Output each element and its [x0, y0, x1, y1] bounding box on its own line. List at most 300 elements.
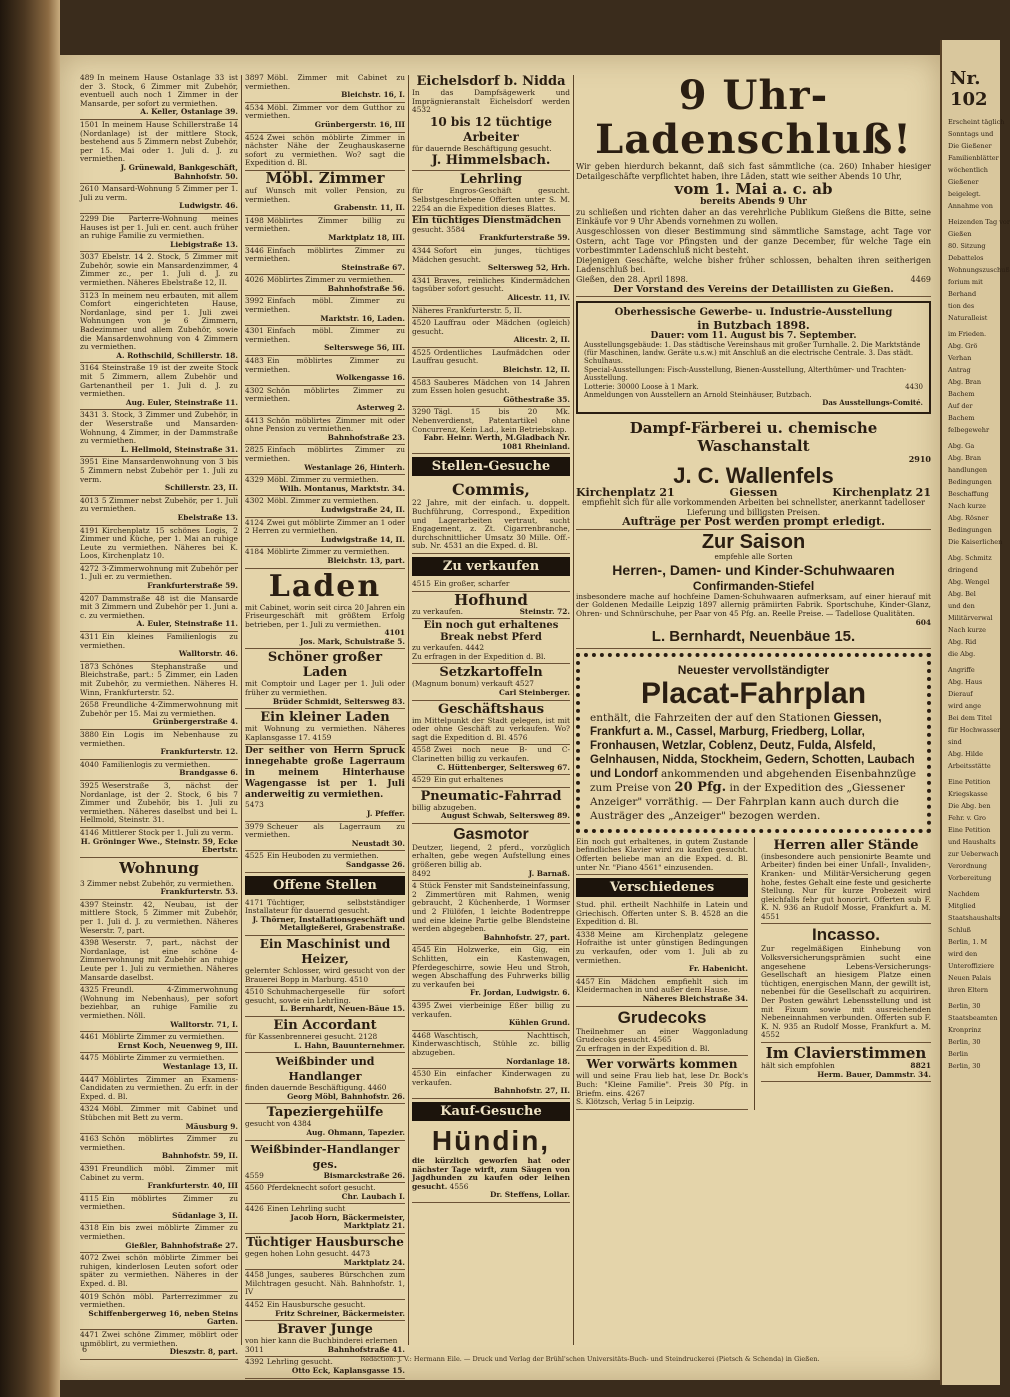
column-1	[80, 73, 238, 1360]
adjacent-page-line: Gießener	[948, 178, 979, 186]
ad-signature: Zu erfragen in der Expedition d. Bl.	[412, 651, 546, 661]
classified-ad	[412, 318, 570, 348]
ad-text: Einen Lehrling sucht	[266, 1204, 346, 1214]
ad-break	[412, 619, 570, 664]
classified-ad	[245, 186, 405, 216]
ad-setzkartoffeln	[412, 664, 570, 700]
book-spine	[0, 0, 60, 1397]
ad-headline: Weißbinder-Handlanger ges.	[250, 1142, 400, 1171]
classified-ad	[412, 407, 570, 454]
ad-signature: Herm. Bauer, Dammstr. 34.	[817, 1069, 931, 1079]
ad-headline: Laden	[268, 568, 382, 604]
classified-ad	[412, 745, 570, 775]
ad-signature: Marktstr. 16, Laden.	[320, 313, 405, 323]
ad-text: Ein möblirtes Zimmer zu vermiethen.	[245, 356, 405, 374]
ad-text: Ein kleines Familienlogis zu vermiethen.	[80, 632, 238, 650]
ad-signature: A. Rothschild, Schillerstr. 18.	[116, 350, 238, 360]
adjacent-page-line: Arbeitsstätte	[948, 762, 991, 770]
bottom-split	[576, 837, 931, 1110]
ad-signature: L. Hellmold, Steinstraße 31.	[120, 444, 238, 454]
ad-maschinist	[245, 936, 405, 987]
ad-date: Gießen, den 28. April 1898.	[576, 274, 689, 284]
ad-signature: Ludwigstr. 46.	[179, 201, 238, 211]
adjacent-page-line: Annahme von	[948, 202, 993, 210]
ad-hausbursche	[245, 1234, 405, 1270]
ad-text: gelernter Schlosser, wird gesucht von der Brauerei Bopp in Marburg.	[245, 965, 405, 984]
ad-number: 4527	[515, 679, 535, 689]
adjacent-page-line: Abg. Grö	[948, 342, 978, 350]
ad-signature: Bahnhofstr. 59, II.	[161, 1151, 238, 1161]
ad-number: 3925	[80, 780, 99, 790]
ad-number: 4515	[412, 578, 431, 588]
ad-number: 4329	[245, 475, 264, 485]
ad-text: mit Cabinet, worin seit circa 20 Jahren ein Friseurgeschäft mit größtem Erfolg betrieben, per 1. Juli zu vermiethen.	[245, 602, 405, 629]
ad-text: zu verkaufen.	[412, 643, 463, 653]
ad-number: 4272	[80, 563, 99, 573]
classified-ad	[245, 416, 405, 446]
ad-text: billig abzugeben.	[412, 802, 477, 812]
ad-signature: Südanlage 3, II.	[172, 1210, 238, 1220]
classified-list	[576, 900, 748, 1007]
classified-ad	[245, 1204, 405, 1234]
adjacent-page-line: Auf der	[948, 402, 973, 410]
ad-number: 1501	[80, 119, 99, 129]
ad-text: Deutzer, liegend, 2 pferd., vorzüglich erhalten, gebe wegen Aufstellung eines größeren billig ab.	[412, 842, 570, 870]
ad-number: 4529	[412, 775, 431, 785]
ad-text: Stud. phil. ertheilt Nachhilfe in Latein und Griechisch. Offerten unter S. B. 4528 an die Expedition d. Bl.	[576, 900, 748, 927]
ad-text: Ein Hausbursche gesucht.	[266, 1300, 366, 1310]
ad-signature: Nordanlage 18.	[506, 1056, 570, 1066]
ad-text: auf Wunsch mit voller Pension, zu vermiethen.	[245, 185, 405, 204]
classified-list	[245, 186, 405, 569]
ad-number: 3037	[80, 252, 99, 262]
ad-number: 4469	[910, 274, 931, 284]
ad-signature: J. Barnaß.	[528, 868, 570, 878]
ad-signature: Wolkengasse 16.	[335, 373, 405, 383]
ad-text: für Kassenbrennerei gesucht.	[245, 1031, 357, 1041]
ad-fahrplan	[576, 653, 931, 833]
ad-text: Zwei noch neue B- und C-Clarinetten billig zu verkaufen.	[412, 745, 570, 763]
ad-text: Ein möblirtes Zimmer zu vermiethen.	[80, 1193, 238, 1212]
ad-signature: L. Bernhardt, Neuenbäue 15.	[651, 627, 856, 645]
ad-number: 2658	[80, 700, 99, 710]
classified-list	[245, 898, 405, 936]
ad-number: 4191	[80, 525, 99, 535]
ad-number: 3979	[245, 821, 264, 831]
ad-text: Weserstraße 3, nächst der Nordanlage, ist der 2. Stock, 6 bis 7 Zimmer und Zubehör, bis 1. Juli zu vermiethen. Näheres daselbst und bei L. Hellmold, Steinstr. 31.	[80, 780, 238, 825]
section-banner-zu-verkaufen: Zu verkaufen	[412, 557, 570, 576]
ad-signature: A. Euler, Steinstraße 11.	[136, 619, 238, 629]
adjacent-page-line: Kriegskasse	[948, 790, 988, 798]
ad-signature: Offerten sub F. K. N. 936 an Rudolf Mosse, Frankfurt a. M.	[761, 894, 931, 913]
ad-commis	[412, 479, 570, 554]
ad-number: 4447	[80, 1074, 99, 1084]
ad-number: 4040	[80, 759, 99, 769]
ad-text: empfiehlt sich für alle vorkommenden Arbeiten bei schnellster, anerkannt tadelloser Lieferung und billigsten Preisen.	[582, 497, 925, 517]
adjacent-page	[940, 40, 1010, 1385]
ad-number: 4302	[245, 496, 264, 506]
ad-signature: C. Hüttenberger, Seltersweg 67.	[437, 762, 570, 772]
section-banner-stellen-gesuche: Stellen-Gesuche	[412, 457, 570, 476]
ad-number: 4072	[80, 1253, 99, 1263]
ad-signature: Bahnhofstr. 27, part.	[483, 932, 570, 942]
adjacent-page-line: Antrag	[948, 366, 971, 374]
ad-hofhund	[412, 592, 570, 620]
ad-signature: Göthestraße 35.	[503, 394, 570, 404]
ad-number: 4426	[245, 1204, 264, 1214]
classified-ad	[245, 275, 405, 296]
classified-list	[80, 73, 238, 858]
ad-text: In das Dampfsägewerk und Imprägnieranstalt Eichelsdorf werden	[412, 88, 570, 106]
ad-headline: Ein Accordant	[273, 1017, 377, 1033]
ad-signature: Steinstraße 67.	[341, 262, 405, 272]
adjacent-page-line: Berlin, 1. M	[948, 938, 988, 946]
classified-ad	[80, 526, 238, 564]
ad-headline: Pneumatic-Fahrrad	[420, 788, 562, 804]
ad-headline: Tüchtiger Hausbursche	[246, 1235, 404, 1250]
classified-ad	[80, 781, 238, 828]
ad-number: 4207	[80, 593, 99, 603]
ad-signature: L. Bernhardt, Neuen-Bäue 15.	[280, 1004, 405, 1014]
ad-address: Kirchenplatz 21	[576, 486, 675, 500]
ad-tapeziergehuelfe	[245, 1104, 405, 1140]
ad-text: Schön möblirtes Zimmer zu vermiethen.	[80, 1134, 238, 1152]
ad-number: 3431	[80, 410, 99, 420]
adjacent-page-line: Debattelos	[948, 254, 984, 262]
ad-signature: Frankfurterstraße 59.	[147, 581, 238, 591]
ad-signature: L. Hahn, Bauunternehmer.	[294, 1040, 405, 1050]
ad-text: Ausgeschlossen von dieser Bestimmung sind sämmtliche Samstage, acht Tage vor Ostern, acht Tage vor Pfingsten und der ganze December, für welche Tage ein vorbestimmter Ladenschluß nicht besteht.	[576, 226, 931, 256]
ad-number: 4510	[349, 974, 369, 984]
ad-number: 3123	[80, 290, 99, 300]
classified-ad	[80, 1104, 238, 1134]
ad-text: Ein großer, scharfer	[433, 578, 510, 588]
ad-text: In meinem Hause Schillerstraße 14 (Nordanlage) ist der mittlere Stock, bestehend aus 5 Zimmern nebst Zubehör, per 15. Mai oder 1. Juli d. J. zu vermiethen.	[80, 119, 238, 164]
ad-huendin	[412, 1124, 570, 1203]
ad-signature: Chr. Laubach I.	[341, 1191, 405, 1201]
ad-text: gesucht.	[412, 224, 444, 234]
ad-signature: Ludwigstraße 24, II.	[320, 504, 405, 514]
ad-signature: Bleichstr. 12, II.	[502, 365, 570, 375]
ad-number: 4442	[465, 643, 485, 653]
ad-signature: Bismarckstraße 26.	[323, 1170, 405, 1180]
ad-signature: J. Grünewald, Bankgeschäft, Bahnhofstr. 50.	[120, 162, 238, 181]
ad-signature: Dr. Steffens, Lollar.	[490, 1190, 570, 1200]
ad-stations: Giessen, Frankfurt a. M., Cassel, Marburg, Friedberg, Lollar, Fronhausen, Wetzlar, Coblenz, Deutz, Fulda, Alsfeld, Gelnhausen, Nidda, Stockheim, Gedern, Schotten, Laubach und Londorf	[590, 711, 915, 780]
ad-city: Giessen	[729, 486, 778, 500]
ad-accordant	[245, 1017, 405, 1053]
ad-text: In meinem Hause Ostanlage 33 ist der 3. Stock, 6 Zimmer mit Zubehör, eventuell auch noch 1 Zimmer in der Mansarde, per sofort zu vermiethen.	[80, 73, 238, 108]
ad-number: 4460	[367, 1083, 387, 1093]
ad-lagerraum	[245, 745, 405, 821]
adjacent-page-lines	[942, 118, 1010, 1070]
ad-signature: J. Thörner, Installationsgeschäft und Metallgießerei, Grabenstraße.	[252, 914, 405, 933]
classified-ad	[576, 977, 748, 1007]
classified-list	[245, 822, 405, 873]
adjacent-page-line: Angriffe	[948, 666, 975, 674]
adjacent-page-number: Nr. 102	[950, 68, 988, 110]
adjacent-page-line: für Hochwasser	[948, 726, 1001, 734]
ad-text: Scheuer als Lagerraum zu vermiethen.	[245, 821, 405, 840]
ad-text: (Magnum bonum) verkauft	[412, 679, 513, 689]
ad-signature: Seltersweg 52, Hrh.	[487, 263, 570, 273]
adjacent-page-line: Wohnungszuschuß	[948, 266, 1010, 274]
ad-signature: Sandgasse 26.	[345, 860, 405, 869]
ad-headline: Der seither von Herrn Spruck innegehabte große Lagerraum in meinem Hinterhause Wagengasse ist per 1. Juli anderweitig zu vermiethen.	[245, 746, 405, 801]
ad-gasmotor	[412, 824, 570, 881]
ad-number: 4483	[245, 356, 264, 366]
ad-number: 3897	[245, 73, 264, 82]
ad-text: von hier kann die Buchbinderei erlernen	[245, 1336, 398, 1346]
classified-ad	[80, 363, 238, 410]
ad-text: Ein noch gut erhaltenes, in gutem Zustande befindliches Klavier wird zu kaufen gesucht. Offerten beliebe man an die Exped. d. Bl. unter Nr. "Piano 4561" einzusenden.	[576, 836, 748, 872]
column-4	[576, 73, 931, 1110]
ad-number: 4475	[80, 1053, 99, 1063]
classified-ad	[412, 306, 570, 319]
ad-number: 4384	[292, 1119, 312, 1129]
ad-signature: Brüder Schmidt, Seltersweg 83.	[272, 696, 405, 706]
ad-headline: Neuester vervollständigter	[677, 662, 830, 677]
ad-number: 4344	[412, 245, 431, 255]
adjacent-page-line: Gießen	[948, 230, 972, 238]
ad-number: 3584	[446, 224, 466, 234]
adjacent-page-line: Sonntags und	[948, 130, 994, 138]
ad-number: 2825	[245, 445, 264, 455]
adjacent-page-line: Vorbereitung	[948, 874, 992, 882]
ad-text: für Engros-Geschäft gesucht. Selbstgeschriebene Offerten unter S. M. 2254 an die Expedition dieses Blattes.	[412, 186, 570, 213]
ad-signature: Dieszstr. 8, part.	[169, 1347, 238, 1357]
ad-number: 1498	[245, 215, 264, 225]
adjacent-page-line: sind	[948, 738, 962, 746]
ad-text: Theilnehmer an einer Waggonladung Grudecoks gesucht.	[576, 1026, 748, 1045]
ad-text: hält sich empfohlen	[761, 1061, 835, 1071]
classified-ad	[245, 326, 405, 356]
ad-number: 4545	[412, 945, 431, 955]
adjacent-page-line: Schluß	[948, 926, 971, 934]
ad-headline: 9 Uhr-Ladenschluß!	[595, 72, 912, 163]
ad-grudecoks	[576, 1007, 748, 1057]
ad-text: Zwei schön möblirte Zimmer in nächster Nähe der Zeughauskaserne sofort zu vermiethen. Wo? sagt die Expedition d. Bl.	[245, 132, 405, 168]
ad-number: 3951	[80, 457, 99, 467]
ad-number: 2128	[358, 1031, 378, 1041]
ad-text: Lauffrau oder Mädchen (ogleich) gesucht.	[412, 318, 570, 336]
adjacent-page-line: Naturalleist	[948, 314, 988, 322]
ad-text: Ausstellungsgebäude: 1. Das städtische Vereinshaus mit großer Turnhalle. 2. Die Marktstände (für Maschinen, landw. Geräte u.s.w.) mit Anschluß an die electrische Centrale. 3. Das städt. Schulhaus.	[584, 340, 921, 366]
ad-number: 4510	[245, 987, 264, 997]
ad-time-line: bereits Abends 9 Uhr	[700, 197, 807, 208]
ad-headline: Ein kleiner Laden	[260, 710, 390, 726]
ad-signature: Schillerstr. 23, II.	[164, 483, 238, 493]
ad-signature: August Schwab, Seltersweg 89.	[440, 811, 570, 821]
adjacent-page-line: die Abg.	[948, 650, 976, 658]
ad-title: Placat-Fahrplan	[640, 676, 867, 710]
adjacent-page-line: tion des	[948, 302, 975, 310]
classified-ad	[412, 945, 570, 1001]
ad-number: 4324	[80, 1104, 99, 1114]
ad-number: 4556	[449, 1181, 469, 1191]
ad-text: Wir geben hierdurch bekannt, daß sich fast sämmtliche (ca. 260) Inhaber hiesiger Detailgeschäfte verpflichtet haben, ihre Läden, statt wie seither Abends 10 Uhr,	[576, 162, 931, 181]
ad-number: 4301	[245, 326, 264, 336]
section-heading-wohnung: Wohnung	[119, 858, 199, 877]
ad-text: Möblirte Zimmer zu vermiethen.	[101, 1053, 225, 1063]
ad-number: 4461	[80, 1032, 99, 1042]
ad-signature: Kühlen Grund.	[508, 1018, 570, 1028]
ad-herren	[761, 837, 931, 925]
ad-number: 3446	[245, 245, 264, 255]
adjacent-page-line: Neuen Palais	[948, 974, 992, 982]
ad-weissbinder	[245, 1053, 405, 1104]
ad-zur-saison	[576, 530, 931, 649]
ad-address: Kirchenplatz 21	[832, 486, 931, 500]
classified-list	[576, 837, 748, 875]
ad-number: 4013	[80, 495, 99, 505]
adjacent-page-line: Verhan	[948, 354, 972, 362]
adjacent-page-line: Abg. Rösner	[948, 514, 989, 522]
ad-headline: Oberhessische Gewerbe- u. Industrie-Ausstellung	[614, 307, 893, 319]
adjacent-page-line: Kronprinz	[948, 1026, 982, 1034]
ad-text: Möblirte Zimmer zu vermiethen.	[101, 1032, 225, 1042]
classified-ad	[80, 214, 238, 252]
ad-number: 3011	[245, 1344, 264, 1354]
ad-text: die kürzlich geworfen hat oder nächster Tage wirft, zum Säugen von Jagdhunden zu kaufen oder leihen gesucht.	[412, 1155, 570, 1191]
ad-number: 4551	[761, 911, 780, 921]
adjacent-page-line: Bedingungen	[948, 478, 992, 486]
classified-ad	[80, 73, 238, 120]
ad-signature: Marktplatz 18, III.	[328, 232, 405, 242]
ad-text: Waschtisch, Nachttisch, Kinderwaschtisch, Stühle zc. billig abzugeben.	[412, 1030, 570, 1057]
ad-headline: Braver Junge	[277, 1322, 373, 1338]
adjacent-page-line: 80. Sitzung	[948, 242, 986, 250]
adjacent-page-line: Die Gießener	[948, 142, 992, 150]
ad-text: Anmeldungen von Ausstellern an Arnold Steinhäuser, Butzbach.	[584, 390, 812, 399]
ad-signature: J. Himmelsbach.	[431, 153, 551, 169]
classified-ad	[245, 103, 405, 133]
ad-text: Schön möbl. Parterrezimmer zu vermiethen.	[80, 1291, 238, 1310]
adjacent-page-line: Abg. Hilde	[948, 750, 983, 758]
ad-signature: Westanlage 13, II.	[162, 1061, 238, 1071]
ad-grosser-laden	[245, 649, 405, 709]
adjacent-page-line: Nachdem	[948, 890, 980, 898]
classified-ad	[245, 1183, 405, 1204]
ad-number: 4341	[412, 275, 431, 285]
ad-text: Diejenigen Geschäfte, welche bisher früher schlossen, behalten ihren seitherigen Ladenschluß bei.	[576, 255, 931, 275]
ad-headline: Commis,	[452, 480, 530, 500]
ad-text: Freundl. 4-Zimmerwohnung (Wohnung im Nebenhaus), per sofort beziehbar, an ruhige Familie zu vermiethen. Nöll.	[80, 985, 238, 1020]
classified-ad	[245, 216, 405, 246]
ad-headline: Tapeziergehülfe	[266, 1105, 384, 1121]
ad-number: 4468	[412, 1030, 431, 1040]
ad-text: Möblirtes Zimmer an Examens-Candidaten zu vermiethen. Zu erfr. in der Exped. d. Bl.	[80, 1074, 238, 1101]
ad-text: für dauernde Beschäftigung gesucht.	[412, 143, 552, 153]
ad-number: 5473	[245, 800, 264, 810]
column-rule	[241, 75, 242, 1345]
adjacent-page-line: Berlin, 30	[948, 1038, 981, 1046]
ad-subheadline: 10 bis 12 tüchtige Arbeiter	[429, 114, 553, 144]
ad-signature: Otto Eck, Kaplansgasse 15.	[291, 1366, 405, 1375]
ad-headline: Hofhund	[454, 590, 528, 609]
adjacent-page-line: handlungen	[948, 466, 988, 474]
ad-headline: Zur Saison	[701, 530, 806, 553]
ad-signature: Marktplatz 24.	[343, 1257, 405, 1267]
ad-headline: Geschäftshaus	[437, 701, 545, 717]
ad-number: 3992	[245, 296, 264, 306]
adjacent-page-line: Abg. Bel	[948, 590, 976, 598]
ad-text: Freundliche 4-Zimmerwohnung mit Zubehör per 15. Mai zu vermiethen.	[80, 700, 238, 718]
ad-number: 4525	[245, 851, 264, 861]
ad-signature: Der Vorstand des Vereins der Detaillisten zu Gießen.	[613, 283, 894, 295]
ad-number: 4146	[80, 827, 99, 837]
ad-text: Dammstraße 48 ist die Mansarde mit 3 Zimmern und Zubehör per 1. Juni a. c. zu vermiethen.	[80, 593, 238, 620]
ad-signature: Gießler, Bahnhofstraße 27.	[125, 1240, 238, 1250]
ad-wallenfels	[576, 418, 931, 530]
adjacent-page-line: Eine Petition	[948, 826, 991, 834]
ad-text: Ein Logis im Nebenhause zu vermiethen.	[80, 729, 238, 748]
ad-ausstellung	[576, 301, 931, 414]
ad-headline: Lehrling	[459, 172, 523, 188]
ad-text: im Mittelpunkt der Stadt gelegen, ist mit oder ohne Geschäft zu verkaufen. Wo? sagt die Expedition d. Bl.	[412, 715, 570, 742]
ad-signature: Georg Möbl, Bahnhofstr. 26.	[287, 1091, 405, 1101]
ad-number: 4458	[245, 1270, 264, 1280]
classified-ad	[80, 564, 238, 594]
ad-text: Lehrling gesucht.	[266, 1357, 333, 1367]
ad-signature: Neustadt 30.	[351, 838, 405, 848]
ad-text: Tüchtiger, selbstständiger Installateur für dauernd gesucht.	[245, 897, 405, 916]
ad-signature: Aug. Euler, Steinstraße 11.	[125, 397, 238, 407]
ad-signature: Ernst Koch, Neuenweg 9, III.	[117, 1040, 238, 1050]
adjacent-page-line: wird den	[948, 950, 978, 958]
classified-ad	[80, 730, 238, 760]
ad-note: Aufträge per Post werden prompt erledigt.	[622, 515, 885, 529]
ad-text: In meinem neu erbauten, mit allem Comfort eingerichteten Hause, Nordanlage, sind per 1. Juli zwei Wohnungen von je 6 Zimmern, Badezimmer und allem Zubehör, sowie die Mansardenwohnung von 4 Zimmern zu vermiethen.	[80, 290, 238, 352]
adjacent-page-line: dringend	[948, 566, 978, 574]
classified-ad	[245, 547, 405, 568]
ad-vorwaerts	[576, 1056, 748, 1109]
classified-ad	[412, 579, 570, 592]
ad-text: Möblirtes Zimmer billig zu vermiethen.	[245, 215, 405, 234]
classified-ad	[80, 900, 238, 938]
classified-ad	[245, 246, 405, 276]
ad-signature: Frankfurterstraße 59.	[479, 233, 570, 243]
classified-ad	[80, 496, 238, 526]
classified-ad	[245, 386, 405, 416]
adjacent-page-line: Dierauf	[948, 690, 973, 698]
ad-number: 4338	[576, 929, 595, 939]
ad-signature: Frankfurterstr. 12.	[160, 747, 238, 757]
classified-ad	[412, 775, 570, 788]
ad-number: 4583	[412, 377, 431, 387]
ad-number: 4171	[245, 897, 264, 907]
adjacent-page-line: zur Ueberwach	[948, 850, 999, 858]
ad-price: 20 Pfg.	[674, 779, 727, 795]
classified-ad	[245, 987, 405, 1017]
ad-text: Ein gut erhaltenes	[433, 775, 504, 785]
adjacent-page-line: Staatsbeamten	[948, 1014, 998, 1022]
ad-text: Weserstr. 7, part., nächst der Nordanlage, ist eine schöne 4-Zimmerwohnung mit Zubehör an ruhige Leute per 1. Juli zu vermiethen. Näheres Mansarde daselbst.	[80, 938, 238, 982]
ad-signature: Bleichstr. 16, I.	[341, 90, 405, 100]
ad-signature: Alicestr. 11, IV.	[507, 292, 570, 302]
ad-signature: Zu erfragen in der Expedition d. Bl.	[576, 1043, 710, 1053]
ad-number: 4163	[80, 1134, 99, 1144]
ad-text: Pferdeknecht sofort gesucht.	[266, 1183, 376, 1193]
ad-number: 489	[80, 73, 95, 82]
ad-text: Junges, sauberes Bürschchen zum Milchtragen gesucht. Näh. Bahnhofstr. 1, IV	[245, 1270, 405, 1297]
adjacent-page-line: Militärverwal	[948, 614, 993, 622]
ad-signature: Brandgasse 6.	[179, 768, 238, 778]
ad-text: Einfach möbl. Zimmer zu vermiethen.	[245, 326, 405, 344]
classified-ad	[80, 120, 238, 184]
classified-ad	[245, 518, 405, 548]
ad-text: enthält, die Fahrzeiten der auf den Stationen	[590, 711, 831, 724]
